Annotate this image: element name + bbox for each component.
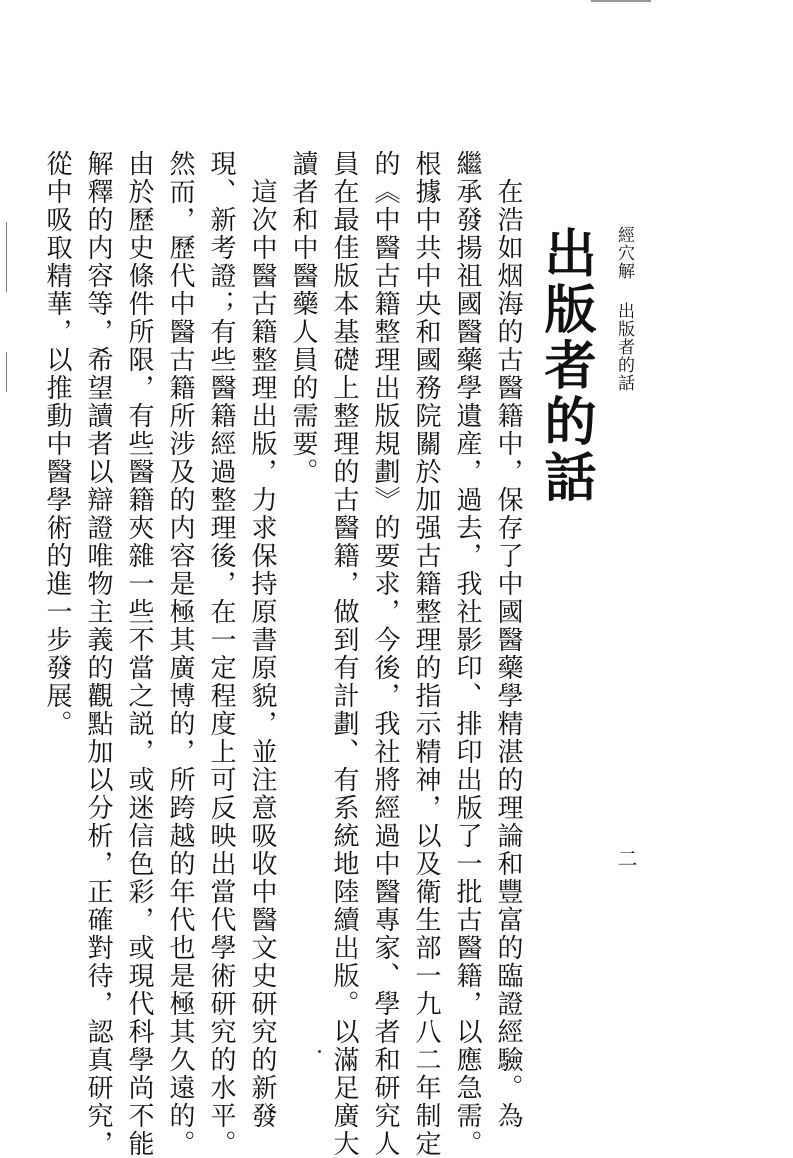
text-column: 員在最佳版本基礎上整理的古醫籍，做到有計劃、有系統地陸續出版。以滿足廣大 (329, 150, 359, 1158)
page-number: 二 (614, 848, 638, 868)
text-column: 現、新考證；有些醫籍經過整理後，在一定程度上可反映出當代學術研究的水平。 (206, 150, 236, 1158)
text-column: 根據中共中央和國務院關於加强古籍整理的指示精神，以及衛生部一九八二年制定 (411, 150, 441, 1158)
text-column: 解釋的内容等，希望讀者以辯證唯物主義的觀點加以分析，正確對待，認真研究， (83, 150, 113, 1158)
text-column: 的《中醫古籍整理出版規劃》的要求，今後，我社將經過中醫專家、學者和研究人 (370, 150, 400, 1158)
scan-mark (6, 352, 7, 392)
text-column: 從中吸取精華，以推動中醫學術的進一步發展。 (42, 150, 72, 738)
header-book-title: 經穴解 (614, 226, 634, 280)
running-header (612, 226, 637, 392)
text-column: 在浩如烟海的古醫籍中，保存了中國醫藥學精湛的理論和豐富的臨證經驗。為 (493, 150, 523, 1130)
text-column: 讀者和中醫藥人員的需要。 (288, 150, 318, 486)
body-text (40, 150, 530, 1158)
page-title: 出版者的話 (535, 226, 596, 506)
scan-dot (318, 1050, 321, 1053)
scan-mark (6, 222, 7, 292)
text-column: 然而，歷代中醫古籍所涉及的内容是極其廣博的，所跨越的年代也是極其久遠的。 (165, 150, 195, 1158)
text-column: 繼承發揚祖國醫藥學遺産，過去，我社影印、排印出版了一批古醫籍，以應急需。 (452, 150, 482, 1158)
header-section-title: 出版者的話 (614, 302, 634, 392)
scan-mark (591, 0, 651, 2)
text-column: 由於歷史條件所限，有些醫籍夾雜一些不當之説，或迷信色彩，或現代科學尚不能 (124, 150, 154, 1158)
text-column: 這次中醫古籍整理出版，力求保持原書原貌，並注意吸收中醫文史研究的新發 (247, 150, 277, 1130)
